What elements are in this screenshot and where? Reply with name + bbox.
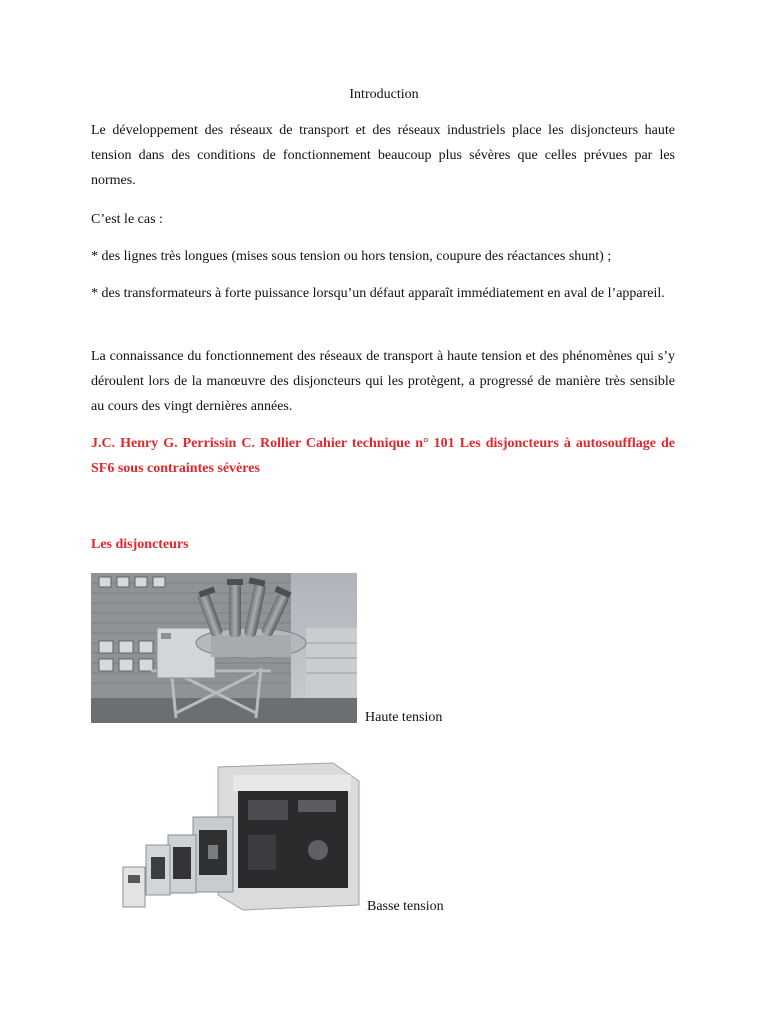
- list-item-transformers: * des transformateurs à forte puissance lorsqu’un défaut apparaît immédiatement en aval de l’appareil.: [91, 286, 665, 301]
- list-item-long-lines: * des lignes très longues (mises sous tension ou hors tension, coupure des réactances shunt) ;: [91, 249, 612, 264]
- high-voltage-breaker-photo: [91, 573, 357, 723]
- caption-high-voltage: Haute tension: [365, 710, 443, 725]
- low-voltage-breakers-photo: [113, 755, 362, 915]
- section-heading: Les disjoncteurs: [91, 537, 189, 552]
- paragraph-intro: Le développement des réseaux de transport et des réseaux industriels place les disjoncteurs haute tension dans des conditions de fonctionnement beaucoup plus sévères que celles prévues par les normes.: [91, 123, 675, 188]
- paragraph-knowledge: La connaissance du fonctionnement des réseaux de transport à haute tension et des phénomènes qui s’y déroulent lors de la manœuvre des disjoncteurs qui les protègent, a progressé de manière très sensible au cours des vingt dernières années.: [91, 349, 675, 414]
- caption-low-voltage: Basse tension: [367, 899, 444, 914]
- page-title: Introduction: [349, 87, 419, 102]
- paragraph-cases: C’est le cas :: [91, 212, 163, 227]
- reference-citation: J.C. Henry G. Perrissin C. Rollier Cahier technique n° 101 Les disjoncteurs à autosoufflage de SF6 sous contraintes sévères: [91, 436, 675, 476]
